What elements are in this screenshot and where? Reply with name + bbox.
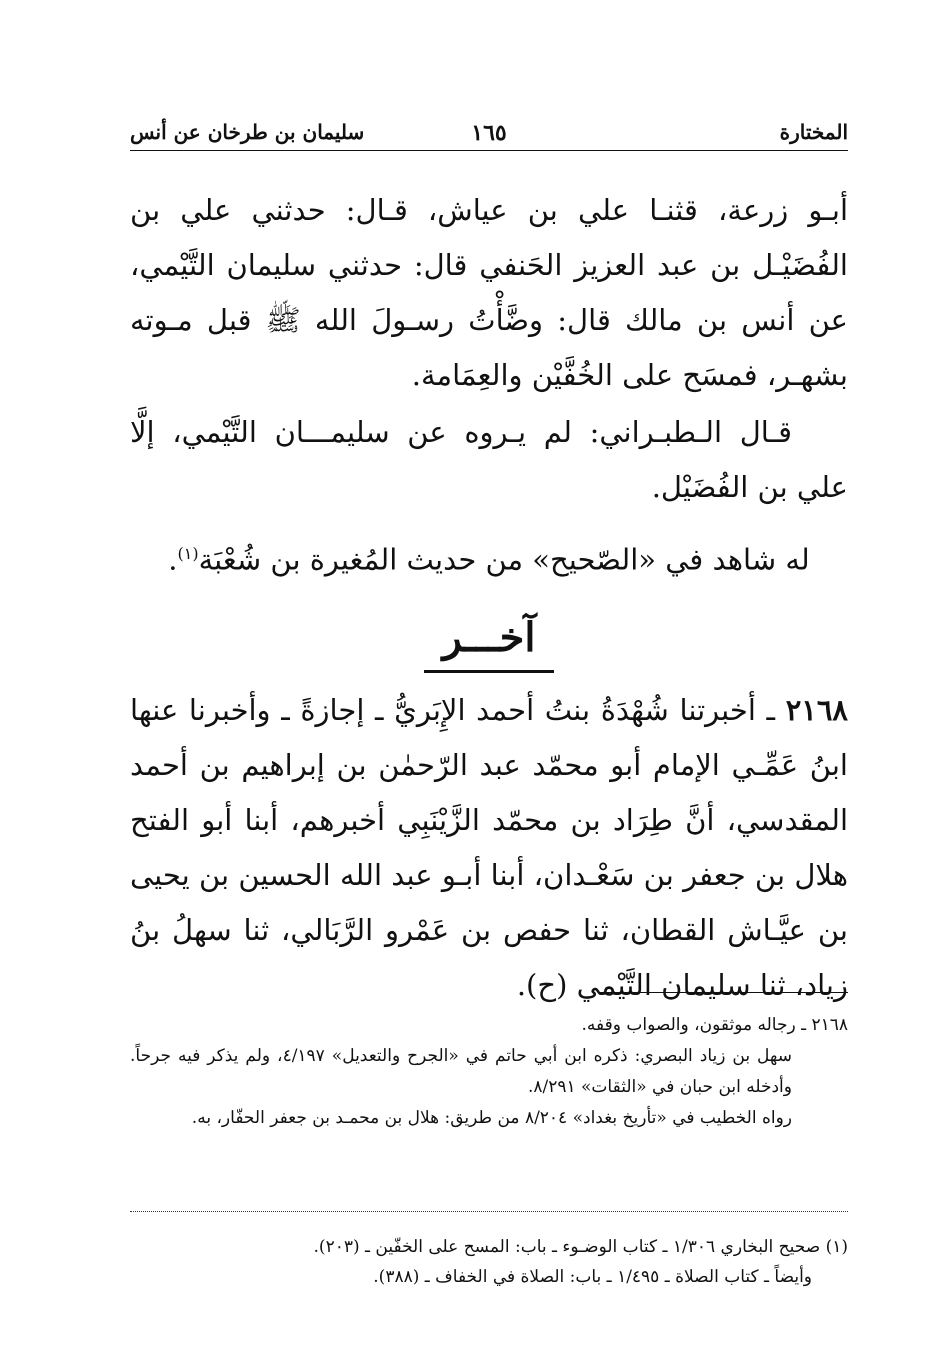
footnote-1-line-2: وأيضاً ـ كتاب الصلاة ـ ١/٤٩٥ ـ باب: الصلاة في الخفاف ـ (٣٨٨). — [373, 1267, 812, 1287]
footnote-1-line-1: (١) صحيح البخاري ١/٣٠٦ ـ كتاب الوضـوء ـ باب: المسح على الخفّين ـ (٢٠٣). — [313, 1237, 848, 1257]
running-head — [130, 114, 848, 150]
footnote-marker: (١) — [177, 544, 199, 563]
note-3: رواه الخطيب في «تأريخ بغداد» ٨/٢٠٤ من طريق: هلال بن محمـد بن جعفر الحفّار، به. — [191, 1108, 792, 1128]
section-title-text: آخـــر — [424, 608, 553, 673]
hadith-paragraph-1 — [130, 183, 848, 403]
note-1: ٢١٦٨ ـ رجاله موثقون، والصواب وقفه. — [581, 1015, 848, 1035]
header-rule — [130, 150, 848, 151]
witness-text: له شاهد في «الصّحيح» من حديث المُغيرة بن شُعْبَة — [198, 542, 810, 577]
editor-notes — [130, 1010, 848, 1134]
note-2: سهل بن زياد البصري: ذكره ابن أبي حاتم في «الجرح والتعديل» ٤/١٩٧، ولم يذكر فيه جرحاً. وأدخله ابن حبان في «الثقات» ٨/٢٩١. — [130, 1046, 793, 1097]
hadith-text: ـ أخبرتنا شُهْدَةُ بنتُ أحمد الإِبَريُّ ـ إجازةً ـ وأخبرنا عنها ابنُ عَمِّـي الإمام أبو محمّد عبد الرّحمٰن بن إبراهيم بن أحمد المقدسي، أنَّ طِرَاد بن محمّد الزَّيْنَبِي أخبرهم، أبنا أبو الفتح هلال بن جعفر بن سَعْـدان، أبنا أبـو عبد الله الحسين بن يحيى بن عيَّـاش القطان، ثنا حفص بن عَمْرو الرَّبَالي، ثنا سهلُ بنُ زياد، ثنا سليمان التَّيْمي (ح). — [130, 693, 848, 1002]
section-title — [130, 608, 848, 673]
footnotes — [130, 1232, 848, 1292]
witness-end: . — [168, 542, 178, 577]
witness-note — [130, 526, 848, 588]
chapter-title: سليمان بن طرخان عن أنس — [130, 120, 365, 144]
hadith-number: ٢١٦٨ — [785, 693, 848, 727]
paragraph-text: أبـو زرعة، قثنـا علي بن عياش، قـال: حدثني علي بن الفُضَيْـل بن عبد العزيز الحَنفي قال: حدثني سليمان التَّيْمي، عن أنس بن مالك قال: وضَّأْتُ رسـولَ الله ﷺ قبل مـوته بشهـر، فمسَح على الخُفَّيْن والعِمَامة. — [130, 193, 848, 392]
footnote-rule — [130, 1211, 848, 1212]
book-title: المختارة — [779, 120, 848, 144]
page-number: ١٦٥ — [471, 120, 507, 146]
tabarani-comment — [130, 405, 848, 515]
paragraph-text: قـال الـطبـراني: لم يـروه عن سليمـــان التَّيْمي، إلَّا علي بن الفُضَيْل. — [130, 415, 848, 504]
notes-rule — [600, 992, 848, 993]
hadith-paragraph-2168 — [130, 683, 848, 1013]
